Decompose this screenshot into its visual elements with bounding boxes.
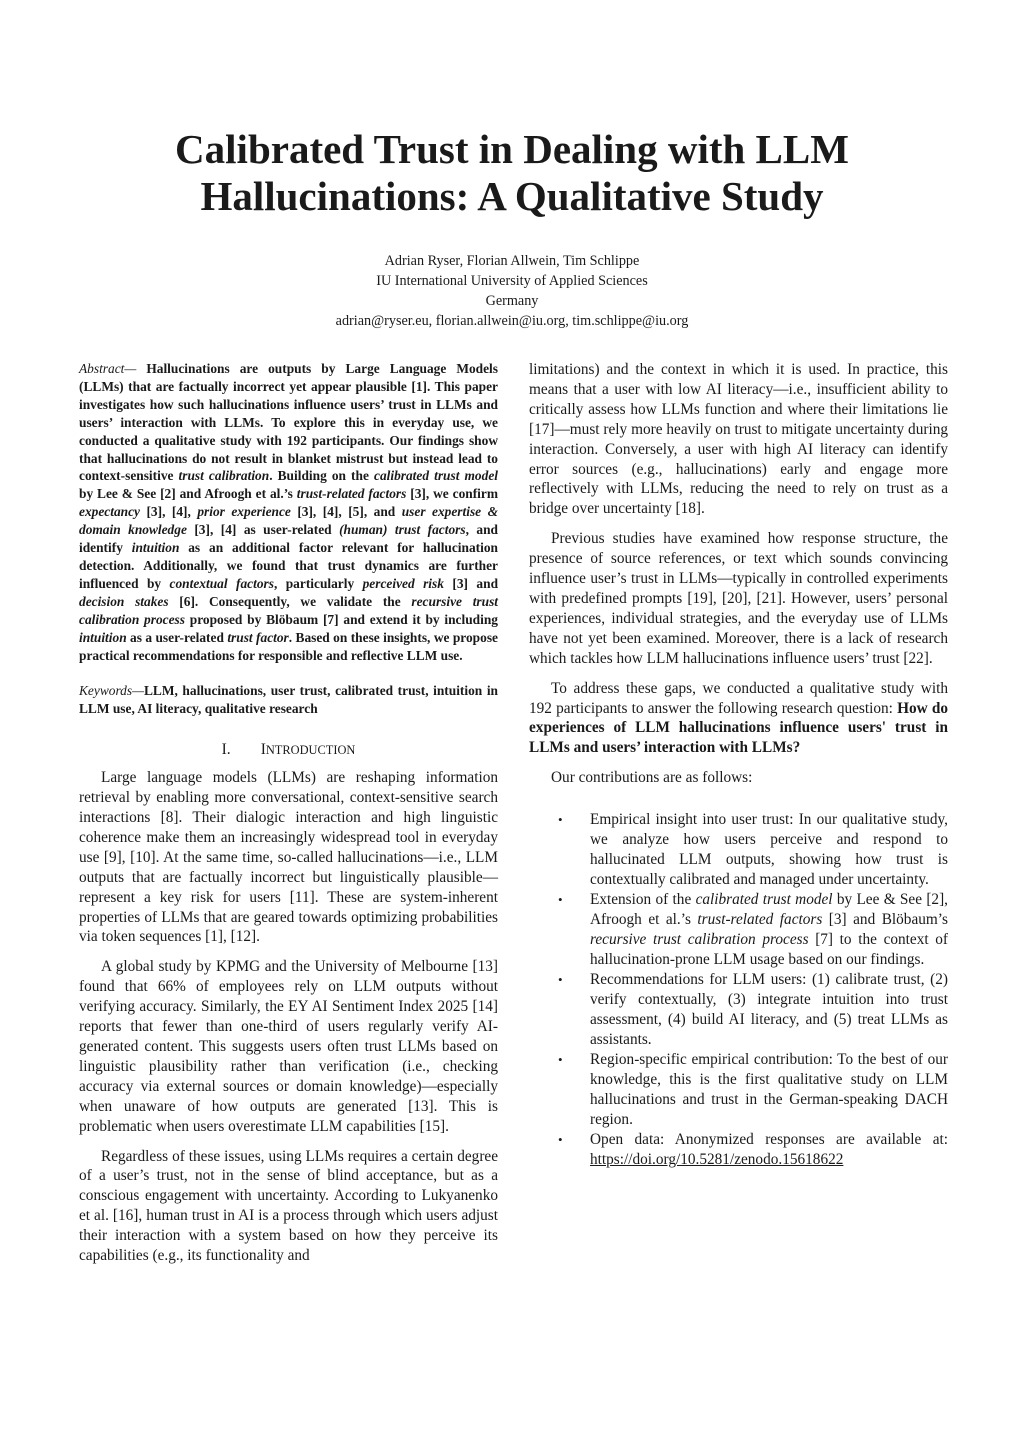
left-column bbox=[79, 360, 498, 1276]
abstract-label: Abstract— bbox=[79, 361, 137, 376]
paper-title bbox=[0, 126, 1024, 220]
author-emails: adrian@ryser.eu, florian.allwein@iu.org, tim.schlippe@iu.org bbox=[335, 313, 689, 329]
keywords-text: LLM, hallucinations, user trust, calibrated trust, intuition in LLM use, AI literacy, qualitative research bbox=[79, 683, 498, 717]
author-names: Adrian Ryser, Florian Allwein, Tim Schlippe bbox=[384, 253, 640, 269]
research-question-paragraph: To address these gaps, we conducted a qualitative study with 192 participants to answer the following research question: How do experiences of LLM hallucinations influence users' trust in LLMs and users’ interaction with LLMs? bbox=[529, 679, 948, 757]
affiliation: IU International University of Applied Sciences bbox=[376, 273, 648, 289]
keywords bbox=[79, 682, 498, 718]
list-item: • Recommendations for LLM users: (1) calibrate trust, (2) verify contextually, (3) integrate intuition into trust assessment, (4) build AI literacy, and (5) treat LLMs as assistants. bbox=[558, 971, 948, 1049]
list-item: • Extension of the calibrated trust model by Lee & See [2], Afroogh et al.’s trust-related factors [3] and Blöbaum’s recursive trust calibration process [7] to the context of hallucination-prone LLM usage based on our findings. bbox=[558, 891, 949, 969]
title-line-2: Hallucinations: A Qualitative Study bbox=[200, 173, 824, 219]
bullet-icon: • bbox=[558, 1052, 563, 1068]
open-data-link[interactable]: https://doi.org/10.5281/zenodo.15618622 bbox=[590, 1151, 844, 1169]
research-question: How do experiences of LLM hallucinations influence users' trust in LLMs and users’ interaction with LLMs? bbox=[529, 699, 948, 757]
list-item: • Region-specific empirical contribution: To the best of our knowledge, this is the first qualitative study on LLM hallucinations and trust in the German-speaking DACH region. bbox=[558, 1051, 948, 1129]
bullet-icon: • bbox=[558, 1132, 563, 1148]
list-item: • Empirical insight into user trust: In our qualitative study, we analyze how users perceive and respond to hallucinated LLM outputs, showing how trust is contextually calibrated and managed under uncertainty. bbox=[558, 811, 948, 889]
paragraph: Large language models (LLMs) are reshaping information retrieval by enabling more conversational, context-sensitive search interactions [8]. Their dialogic interaction and high linguistic coherence make them an increasingly widespread tool in everyday use [9], [10]. At the same time, so-called hallucinations—i.e., LLM outputs that are factually incorrect but linguistically plausible—represent a key risk for users [11]. These are system-inherent properties of LLMs that are geared towards optimizing probabilities via token sequences [1], [12]. bbox=[79, 769, 498, 946]
bullet-icon: • bbox=[558, 972, 563, 988]
country: Germany bbox=[485, 293, 539, 309]
right-column bbox=[529, 360, 948, 1170]
paragraph: Previous studies have examined how response structure, the presence of source references, or text which sounds convincing influence user’s trust in LLMs—typically in controlled experiments with predefined prompts [19], [20], [21]. However, users’ personal experiences, individual strategies, and the everyday use of LLMs have not yet been examined. Moreover, there is a lack of research which tackles how LLM hallucinations influence users’ trust [22]. bbox=[529, 530, 948, 667]
author-block bbox=[0, 251, 1024, 331]
section-heading-introduction: I. INTRODUCTION bbox=[221, 741, 356, 759]
bullet-icon: • bbox=[558, 812, 563, 828]
contributions-list bbox=[529, 810, 948, 1170]
contributions-intro: Our contributions are as follows: bbox=[551, 769, 753, 787]
abstract: Abstract— Hallucinations are outputs by Large Language Models (LLMs) that are factually incorrect yet appear plausible [1]. This paper investigates how such hallucinations influence users’ trust in LLMs and users’ interaction with LLMs. To explore this in everyday use, we conducted a qualitative study with 192 participants. Our findings show that hallucinations do not result in blanket mistrust but instead lead to context-sensitive trust calibration. Building on the calibrated trust model by Lee & See [2] and Afroogh et al.’s trust-related factors [3], we confirm expectancy [3], [4], prior experience [3], [4], [5], and user expertise & domain knowledge [3], [4] as user-related (human) trust factors, and identify intuition as an additional factor relevant for hallucination detection. Additionally, we found that trust dynamics are further influenced by contextual factors, particularly perceived risk [3] and decision stakes [6]. Consequently, we validate the recursive trust calibration process proposed by Blöbaum [7] and extend it by including intuition as a user-related trust factor. Based on these insights, we propose practical recommendations for responsible and reflective LLM use. bbox=[79, 361, 499, 663]
keywords-label: Keywords— bbox=[79, 683, 144, 699]
bullet-icon: • bbox=[558, 892, 563, 908]
paragraph: limitations) and the context in which it is used. In practice, this means that a user with low AI literacy—i.e., insufficient ability to critically assess how LLMs function and where their limitations lie [17]—must rely more heavily on trust to mitigate uncertainty during interaction. Conversely, a user with high AI literacy can identify error sources (e.g., hallucinations) early and engage more reflectively with LLMs, reducing the need to rely on trust as a bridge over uncertainty [18]. bbox=[529, 361, 948, 518]
paragraph: Regardless of these issues, using LLMs requires a certain degree of a user’s trust, not in the sense of blind acceptance, but as a conscious engagement with uncertainty. According to Lukyanenko et al. [16], human trust in AI is a process through which users adjust their interaction with a system based on how they perceive its capabilities (e.g., its functionality and bbox=[79, 1147, 498, 1265]
list-item: • Open data: Anonymized responses are available at: https://doi.org/10.5281/zenodo.15618622 bbox=[558, 1131, 948, 1169]
paragraph: A global study by KPMG and the University of Melbourne [13] found that 66% of employees rely on LLM outputs without verifying accuracy. Similarly, the EY AI Sentiment Index 2025 [14] reports that fewer than one-third of users regularly verify AI-generated content. This suggests users often trust LLMs based on linguistic plausibility rather than verification (i.e., checking accuracy via external sources or domain knowledge)—especially when unaware of how outputs are generated [13]. This is problematic when users overestimate LLM capabilities [15]. bbox=[79, 958, 498, 1135]
title-line-1: Calibrated Trust in Dealing with LLM bbox=[175, 126, 849, 172]
